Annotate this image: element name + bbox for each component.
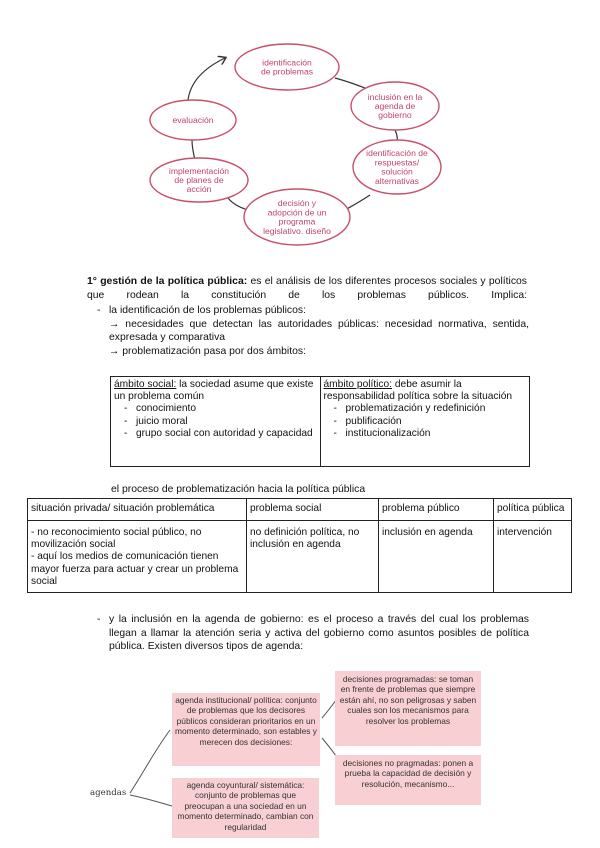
node-label-line: alternativas	[375, 175, 419, 186]
process-cell: no definición política, no inclusión en agenda	[247, 521, 379, 593]
node-label-line: de problemas	[260, 66, 314, 77]
ambito-social-title: ámbito social:	[114, 379, 177, 390]
node-label-line: acción	[186, 184, 212, 195]
bullet1-row	[87, 304, 529, 318]
bullet2-row	[87, 613, 529, 654]
politico-item: - publificación	[333, 415, 402, 427]
bullet-inclusion	[87, 613, 529, 654]
agenda-coyuntural: agenda coyuntural/ sistemática: conjunto de problemas que preocupan a una sociedad en un momento determinado, cambian con regularidad	[172, 778, 319, 838]
process-caption: el proceso de problematización hacia la política pública	[111, 484, 366, 495]
policy-cycle-diagram	[0, 0, 600, 260]
node-label-line: respuestas/	[374, 157, 420, 168]
social-item: - juicio moral	[124, 415, 188, 427]
process-header: problema público	[379, 499, 494, 521]
bullet2-text: y la inclusión en la agenda de gobierno: es el proceso a través del cual los problemas llegan a llamar la atención seria y activa del gobierno como asuntos posibles de política pública. Existen diversos tipos de agenda:	[109, 614, 529, 653]
connector-agendas-coy	[130, 795, 172, 806]
process-cell: - no reconocimiento social público, no movilización social - aquí los medios de comunicación tienen mayor fuerza para actuar y crear un problema social	[28, 521, 247, 593]
social-item: - conocimiento	[124, 403, 197, 415]
connector-inst-noprog	[322, 738, 336, 756]
connector-agendas-inst	[130, 730, 170, 793]
agenda-institucional: agenda institucional/ política: conjunto de problemas que los decisores públicos consideran prioritarios en un momento determinado, son estables y merecen dos decisiones:	[172, 693, 320, 766]
node-label-line: implementación	[168, 165, 230, 176]
node-label-identificacion	[261, 57, 313, 76]
process-cell: intervención	[494, 521, 572, 593]
decisiones-no-programadas: decisiones no pragmadas: ponen a prueba la capacidad de decisión y resolución, mecanismo...	[335, 755, 481, 805]
ambitos-table	[110, 376, 530, 467]
connector-inst-prog	[322, 700, 336, 718]
node-label-line: identificación	[262, 57, 312, 68]
node-label-line: inclusión en la	[367, 91, 423, 102]
process-header: problema social	[247, 499, 379, 521]
node-label-line: legislativo. diseño	[263, 225, 331, 236]
section-heading: 1° gestión de la política pública:	[87, 276, 248, 287]
section-intro	[87, 275, 527, 302]
node-label-line: identificación de	[366, 148, 428, 159]
node-label-line: solución	[381, 166, 413, 177]
arrow2-text: → problematización pasa por dos ámbitos:	[109, 345, 306, 357]
node-label-evaluacion	[172, 115, 213, 125]
arrow-decision-to-impl	[228, 198, 248, 210]
politico-item: - institucionalización	[333, 427, 431, 439]
intro-line1	[87, 275, 527, 302]
arrow-resp-to-decision	[345, 195, 370, 210]
bullet1-text: la identificación de los problemas públicos:	[109, 305, 306, 316]
node-label-line: de planes de	[174, 175, 224, 185]
node-label-line: agenda de	[374, 101, 416, 111]
ambito-social-text: la sociedad asume que existe un problema común	[114, 379, 314, 403]
ambito-politico-title: ámbito político:	[323, 379, 393, 390]
decisiones-programadas: decisiones programadas: se toman en frente de problemas que siempre están ahí, no son peligrosas y saben cuales son los mecanismos para resolver los problemas	[335, 671, 481, 746]
node-label-line: decisión y	[277, 198, 317, 209]
node-label-line: gobierno	[378, 110, 412, 121]
bullet-dash: -	[97, 305, 101, 316]
node-label-respuestas	[366, 148, 428, 186]
arrow-impl-to-eval	[192, 140, 195, 160]
ambito-politico-text: debe asumir la responsabilidad política sobre la situación	[323, 379, 513, 403]
bullet-identificacion	[87, 304, 529, 358]
arrow-eval-to-ident	[188, 58, 225, 100]
politico-item: - problematización y redefinición	[333, 403, 486, 415]
process-header: situación privada/ situación problemática	[28, 499, 247, 521]
ambito-social-cell	[111, 377, 321, 467]
section-intro-text: es el análisis de los diferentes procesos sociales y políticos que rodean la constitución de los problemas públicos. Implica:	[87, 276, 527, 301]
arrow1-text: → necesidades que detectan las autoridades públicas: necesidad normativa, sentida, expresada y comparativa	[109, 318, 529, 344]
bullet-dash: -	[97, 614, 101, 625]
node-label-line: evaluación	[172, 115, 214, 125]
node-label-line: programa	[278, 216, 316, 227]
agenda-label: agendas	[90, 788, 127, 798]
process-header: política pública	[494, 499, 572, 521]
social-item: - grupo social con autoridad y capacidad	[124, 427, 313, 439]
process-table	[27, 498, 572, 593]
node-label-line: adopción de un	[267, 207, 327, 218]
ambito-politico-cell	[320, 377, 530, 467]
process-cell: inclusión en agenda	[379, 521, 494, 593]
